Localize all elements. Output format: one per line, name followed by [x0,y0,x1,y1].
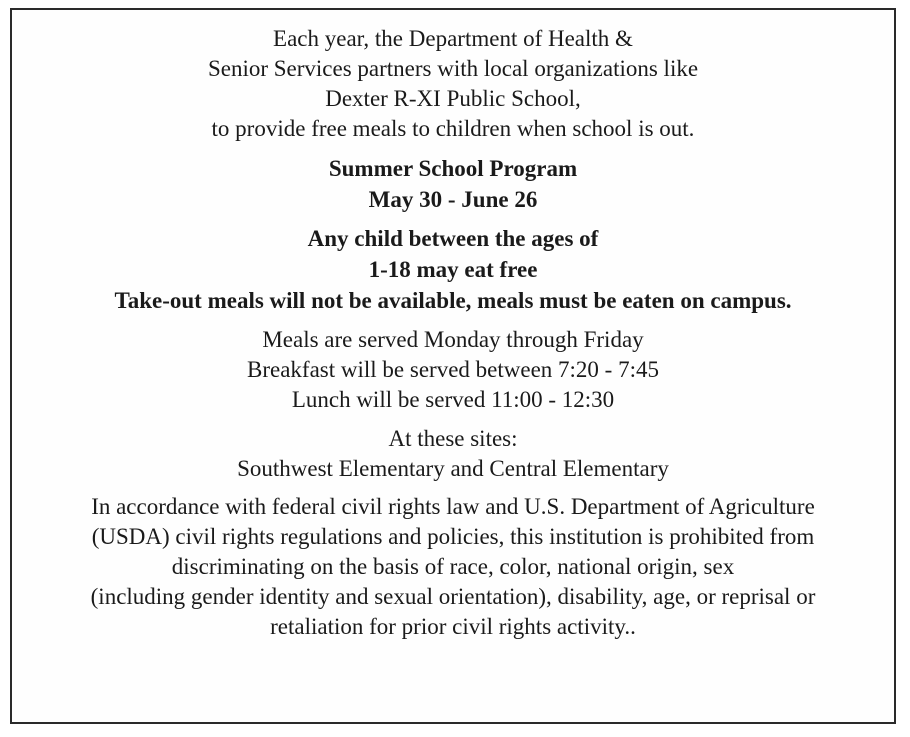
sites-label: At these sites: [388,426,518,451]
intro-line: Senior Services partners with local organizations like [207,56,699,81]
intro-paragraph [12,24,894,144]
legal-line: (including gender identity and sexual orientation), disability, age, or reprisal or [90,584,816,609]
intro-line: to provide free meals to children when school is out. [211,116,695,141]
legal-line: discriminating on the basis of race, color, national origin, sex [171,554,735,579]
notice-content [12,24,894,642]
eligibility-line: 1-18 may eat free [368,257,538,282]
legal-line: retaliation for prior civil rights activity.. [270,614,636,639]
eligibility-line: Any child between the ages of [307,226,599,251]
program-title: Summer School Program [328,156,578,181]
notice-frame [10,8,896,724]
legal-line: In accordance with federal civil rights law and U.S. Department of Agriculture [91,494,815,519]
schedule-days: Meals are served Monday through Friday [262,327,644,352]
schedule-breakfast: Breakfast will be served between 7:20 - 7:45 [247,357,659,382]
sites-names: Southwest Elementary and Central Elementary [237,456,669,481]
program-dates: May 30 - June 26 [368,187,538,212]
program-heading [12,153,894,215]
legal-statement [12,492,894,642]
intro-line: Dexter R-XI Public School, [325,86,581,111]
intro-line: Each year, the Department of Health & [273,26,633,51]
schedule-block [12,325,894,415]
legal-line: (USDA) civil rights regulations and policies, this institution is prohibited from [91,524,815,549]
sites-block [12,424,894,484]
eligibility-block [12,223,894,316]
schedule-lunch: Lunch will be served 11:00 - 12:30 [291,387,615,412]
takeout-notice: Take-out meals will not be available, meals must be eaten on campus. [114,288,792,313]
